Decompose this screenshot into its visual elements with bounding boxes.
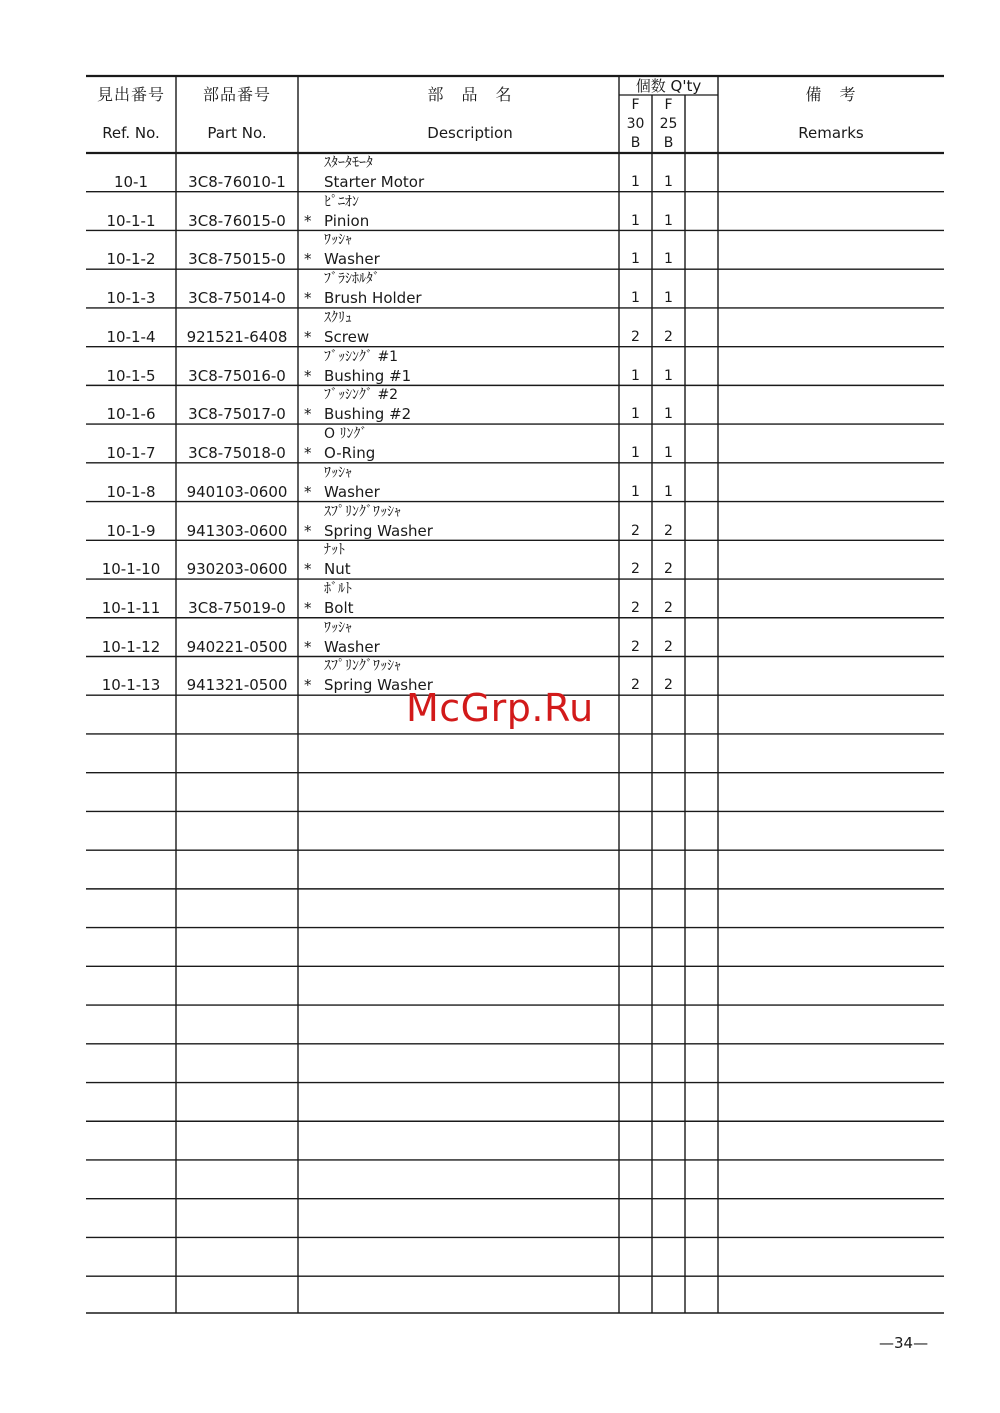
part-number: 921521-6408 <box>186 327 288 346</box>
ref-number: 10-1-7 <box>106 444 156 463</box>
qty-f30b: 2 <box>631 522 640 539</box>
qty-f25b: 1 <box>664 290 673 307</box>
part-number: 3C8-75016-0 <box>188 366 286 385</box>
description: Starter Motor <box>324 173 425 191</box>
header-ref-jp: 見出番号 <box>96 85 165 104</box>
header-part-en: Part No. <box>207 124 267 142</box>
ref-number: 10-1-4 <box>106 327 156 346</box>
header-col2-line1: F <box>664 97 673 113</box>
part-number: 940103-0600 <box>186 482 288 501</box>
qty-f25b: 2 <box>664 522 673 539</box>
qty-f30b: 1 <box>631 174 640 190</box>
header-qty: 個数 Q'ty <box>635 77 702 95</box>
qty-f30b: 2 <box>631 600 640 617</box>
asterisk-mark: * <box>304 366 312 385</box>
description: Spring Washer <box>324 676 433 695</box>
description: Bushing #2 <box>324 405 412 424</box>
ref-number: 10-1-8 <box>106 482 156 501</box>
qty-f25b: 2 <box>664 600 673 617</box>
ref-number: 10-1-3 <box>106 289 156 308</box>
part-number: 941303-0600 <box>186 521 288 540</box>
japanese-name: ﾌﾞﾗｼﾎﾙﾀﾞ <box>324 271 380 288</box>
description: Nut <box>324 560 351 579</box>
japanese-name: ﾋﾟﾆｵﾝ <box>324 193 359 210</box>
header-col2-line3: B <box>663 135 674 151</box>
qty-f25b: 1 <box>664 212 673 229</box>
qty-f30b: 2 <box>631 328 640 345</box>
description: Pinion <box>324 211 370 230</box>
header-part-jp: 部品番号 <box>202 85 271 104</box>
qty-f30b: 1 <box>631 445 640 462</box>
japanese-name: ﾜｯｼｬ <box>324 464 352 481</box>
ref-number: 10-1-2 <box>106 250 156 269</box>
asterisk-mark: * <box>304 444 312 463</box>
part-number: 930203-0600 <box>186 560 288 579</box>
asterisk-mark: * <box>304 327 312 346</box>
ref-number: 10-1-12 <box>101 637 161 656</box>
japanese-name: ﾜｯｼｬ <box>324 619 352 636</box>
qty-f25b: 2 <box>664 677 673 694</box>
description: O-Ring <box>324 444 376 463</box>
part-number: 3C8-76010-1 <box>188 173 286 191</box>
asterisk-mark: * <box>304 211 312 230</box>
ref-number: 10-1-5 <box>106 366 156 385</box>
description: Washer <box>324 637 380 656</box>
japanese-name: ｽﾀｰﾀﾓｰﾀ <box>324 155 373 171</box>
description: Spring Washer <box>324 521 433 540</box>
qty-f30b: 1 <box>631 483 640 500</box>
header-remarks-jp: 備 考 <box>805 85 857 104</box>
asterisk-mark: * <box>304 676 312 695</box>
ref-number: 10-1 <box>113 173 149 191</box>
description: Washer <box>324 482 380 501</box>
part-number: 3C8-75017-0 <box>188 405 286 424</box>
watermark: McGrp.Ru <box>406 686 594 730</box>
qty-f25b: 2 <box>664 328 673 345</box>
japanese-name: O ﾘﾝｸﾞ <box>324 426 368 443</box>
part-number: 3C8-75014-0 <box>188 289 286 308</box>
description: Bushing #1 <box>324 366 412 385</box>
qty-f30b: 1 <box>631 367 640 384</box>
asterisk-mark: * <box>304 250 312 269</box>
qty-f30b: 1 <box>631 406 640 423</box>
qty-f25b: 1 <box>664 367 673 384</box>
japanese-name: ﾌﾞｯｼﾝｸﾞ #2 <box>324 387 399 404</box>
part-number: 940221-0500 <box>186 637 288 656</box>
asterisk-mark: * <box>304 289 312 308</box>
japanese-name: ﾎﾞﾙﾄ <box>324 581 352 598</box>
header-remarks-en: Remarks <box>798 124 864 142</box>
japanese-name: ﾌﾞｯｼﾝｸﾞ #1 <box>324 348 399 365</box>
qty-f30b: 2 <box>631 638 640 655</box>
ref-number: 10-1-13 <box>101 676 161 695</box>
japanese-name: ﾅｯﾄ <box>324 542 345 559</box>
header-col1-line3: B <box>630 135 641 151</box>
part-number: 3C8-76015-0 <box>188 211 286 230</box>
qty-f25b: 1 <box>664 174 673 190</box>
asterisk-mark: * <box>304 521 312 540</box>
qty-f30b: 1 <box>631 290 640 307</box>
qty-f30b: 2 <box>631 677 640 694</box>
japanese-name: ｽﾌﾟﾘﾝｸﾞﾜｯｼｬ <box>324 503 401 520</box>
part-number: 3C8-75018-0 <box>188 444 286 463</box>
asterisk-mark: * <box>304 637 312 656</box>
ref-number: 10-1-6 <box>106 405 156 424</box>
qty-f30b: 2 <box>631 561 640 578</box>
qty-f25b: 2 <box>664 638 673 655</box>
qty-f25b: 1 <box>664 406 673 423</box>
header-col2-line2: 25 <box>659 116 678 132</box>
ref-number: 10-1-10 <box>101 560 161 579</box>
header-col1-line1: F <box>631 97 640 113</box>
description: Washer <box>324 250 380 269</box>
description: Bolt <box>324 599 354 618</box>
qty-f30b: 1 <box>631 251 640 268</box>
japanese-name: ﾜｯｼｬ <box>324 232 352 249</box>
qty-f25b: 1 <box>664 251 673 268</box>
asterisk-mark: * <box>304 482 312 501</box>
ref-number: 10-1-11 <box>101 599 161 618</box>
japanese-name: ｽｸﾘｭ <box>324 309 352 326</box>
ref-number: 10-1-9 <box>106 521 156 540</box>
asterisk-mark: * <box>304 405 312 424</box>
header-desc-en: Description <box>427 124 513 142</box>
part-number: 3C8-75019-0 <box>188 599 286 618</box>
part-number: 941321-0500 <box>186 676 288 695</box>
qty-f25b: 2 <box>664 561 673 578</box>
page-number: —34— <box>879 1334 929 1352</box>
description: Screw <box>324 327 370 346</box>
ref-number: 10-1-1 <box>106 211 156 230</box>
part-number: 3C8-75015-0 <box>188 250 286 269</box>
description: Brush Holder <box>324 289 422 308</box>
header-desc-jp: 部 品 名 <box>427 85 513 104</box>
qty-f25b: 1 <box>664 445 673 462</box>
asterisk-mark: * <box>304 560 312 579</box>
qty-f25b: 1 <box>664 483 673 500</box>
qty-f30b: 1 <box>631 212 640 229</box>
header-ref-en: Ref. No. <box>102 124 160 142</box>
header-col1-line2: 30 <box>626 116 645 132</box>
japanese-name: ｽﾌﾟﾘﾝｸﾞﾜｯｼｬ <box>324 658 401 675</box>
asterisk-mark: * <box>304 599 312 618</box>
